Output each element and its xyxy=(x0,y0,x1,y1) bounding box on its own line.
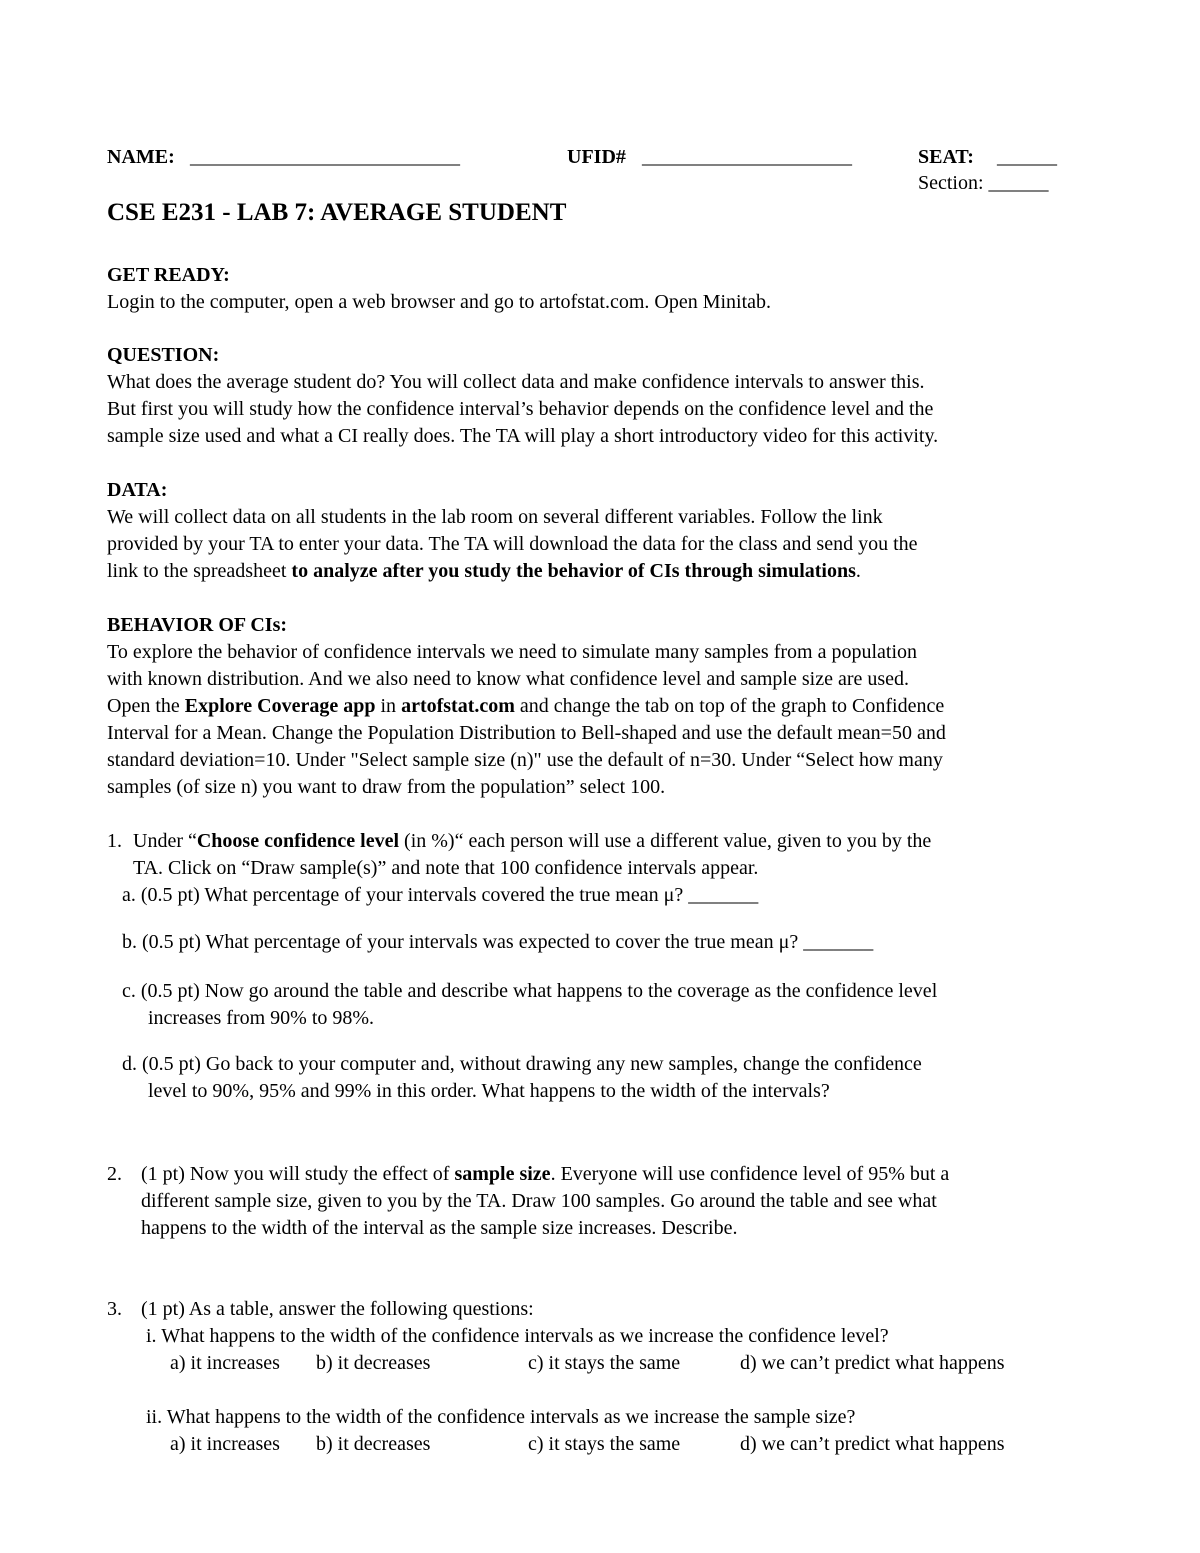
q1-number: 1. xyxy=(107,830,122,852)
q3-item-ii: ii. What happens to the width of the confidence intervals as we increase the sample size? xyxy=(146,1406,856,1428)
behavior-line: samples (of size n) you want to draw from the population” select 100. xyxy=(107,776,666,798)
page-title: CSE E231 - LAB 7: AVERAGE STUDENT xyxy=(107,199,567,226)
q1-part-c-cont: increases from 90% to 98%. xyxy=(148,1007,375,1029)
q2-line: happens to the width of the interval as the sample size increases. Describe. xyxy=(141,1217,738,1239)
q3-ii-option: b) it decreases xyxy=(316,1433,431,1455)
question-line: What does the average student do? You will collect data and make confidence intervals to answer this. xyxy=(107,371,925,393)
question-heading: QUESTION: xyxy=(107,344,220,366)
behavior-text: Open the xyxy=(107,695,185,717)
q3-i-option: c) it stays the same xyxy=(528,1352,681,1374)
q3-i-option: b) it decreases xyxy=(316,1352,431,1374)
q1-text: (in %)“ each person will use a different value, given to you by the xyxy=(399,830,932,852)
q3-ii-option: d) we can’t predict what happens xyxy=(740,1433,1005,1455)
q1-part-c: c. (0.5 pt) Now go around the table and describe what happens to the coverage as the confidence level xyxy=(122,980,938,1002)
section-field: Section: ______ xyxy=(918,172,1049,194)
behavior-text: in xyxy=(375,695,402,717)
behavior-line: standard deviation=10. Under "Select sample size (n)" use the default of n=30. Under “Select how many xyxy=(107,749,943,771)
q1-part-d-cont: level to 90%, 95% and 99% in this order. What happens to the width of the intervals? xyxy=(148,1080,830,1102)
artofstat-site: artofstat.com xyxy=(401,695,515,717)
behavior-heading: BEHAVIOR OF CIs: xyxy=(107,614,288,636)
q3-item-i: i. What happens to the width of the confidence intervals as we increase the confidence level? xyxy=(146,1325,889,1347)
q3-ii-option: a) it increases xyxy=(170,1433,280,1455)
question-line: sample size used and what a CI really does. The TA will play a short introductory video for this activity. xyxy=(107,425,939,447)
q1-bold: Choose confidence level xyxy=(196,830,400,852)
seat-label: SEAT: xyxy=(918,146,974,168)
q3-i-option: a) it increases xyxy=(170,1352,280,1374)
q1-part-a: a. (0.5 pt) What percentage of your intervals covered the true mean μ? _______ xyxy=(122,884,759,906)
name-label: NAME: xyxy=(107,146,175,168)
data-line: provided by your TA to enter your data. The TA will download the data for the class and send you the xyxy=(107,533,918,555)
explore-coverage-app: Explore Coverage app xyxy=(184,695,376,717)
q1-text: Under “ xyxy=(133,830,197,852)
q2-text: . Everyone will use confidence level of 95% but a xyxy=(550,1163,950,1185)
get-ready-text: Login to the computer, open a web browser and go to artofstat.com. Open Minitab. xyxy=(107,291,772,313)
ufid-blank: _____________________ xyxy=(642,146,852,168)
data-heading: DATA: xyxy=(107,479,168,501)
q1-line: TA. Click on “Draw sample(s)” and note that 100 confidence intervals appear. xyxy=(133,857,759,879)
q1-line xyxy=(133,828,931,855)
q2-text: (1 pt) Now you will study the effect of xyxy=(141,1163,455,1185)
q2-line xyxy=(141,1161,949,1188)
behavior-line: To explore the behavior of confidence intervals we need to simulate many samples from a population xyxy=(107,641,918,663)
question-line: But first you will study how the confidence interval’s behavior depends on the confidence level and the xyxy=(107,398,934,420)
data-line xyxy=(107,558,861,585)
seat-blank: ______ xyxy=(997,146,1057,168)
data-line-bold: to analyze after you study the behavior of CIs through simulations xyxy=(291,560,856,582)
data-line: We will collect data on all students in the lab room on several different variables. Follow the link xyxy=(107,506,883,528)
behavior-line: Interval for a Mean. Change the Population Distribution to Bell-shaped and use the default mean=50 and xyxy=(107,722,946,744)
ufid-label: UFID# xyxy=(567,146,626,168)
data-line-text: link to the spreadsheet xyxy=(107,560,292,582)
get-ready-heading: GET READY: xyxy=(107,264,230,286)
behavior-line: with known distribution. And we also need to know what confidence level and sample size are used. xyxy=(107,668,910,690)
name-blank: ___________________________ xyxy=(190,146,460,168)
behavior-line xyxy=(107,693,944,720)
q3-ii-option: c) it stays the same xyxy=(528,1433,681,1455)
q3-number: 3. xyxy=(107,1298,122,1320)
q3-line: (1 pt) As a table, answer the following questions: xyxy=(141,1298,534,1320)
data-line-end: . xyxy=(855,560,861,582)
q2-number: 2. xyxy=(107,1163,122,1185)
q3-i-option: d) we can’t predict what happens xyxy=(740,1352,1005,1374)
q1-part-d: d. (0.5 pt) Go back to your computer and, without drawing any new samples, change the confidence xyxy=(122,1053,922,1075)
q2-bold: sample size xyxy=(454,1163,551,1185)
behavior-text: and change the tab on top of the graph to Confidence xyxy=(514,695,945,717)
q2-line: different sample size, given to you by the TA. Draw 100 samples. Go around the table and see what xyxy=(141,1190,937,1212)
q1-part-b: b. (0.5 pt) What percentage of your intervals was expected to cover the true mean μ? _______ xyxy=(122,931,874,953)
